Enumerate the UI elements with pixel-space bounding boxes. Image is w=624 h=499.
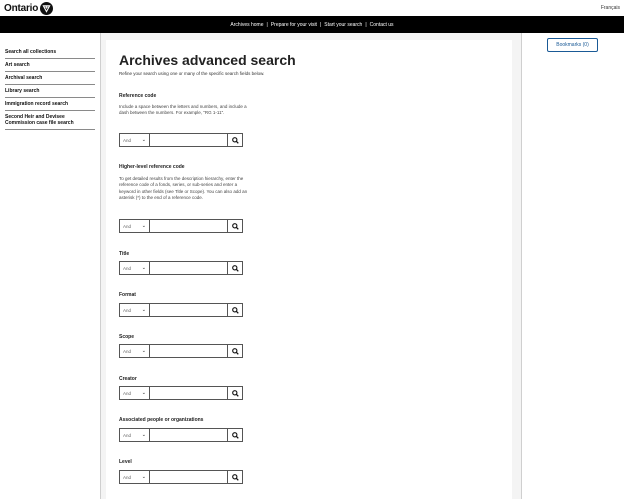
- operator-value: And: [123, 474, 132, 480]
- reference-code-label: Reference code: [119, 93, 157, 99]
- scope-label: Scope: [119, 334, 135, 340]
- search-icon: [232, 307, 239, 314]
- chevron-down-icon: ⌄: [141, 223, 146, 229]
- site-header: [0, 0, 624, 16]
- chevron-down-icon: ⌄: [141, 348, 146, 354]
- nav-archives-home[interactable]: Archives home: [230, 21, 264, 28]
- reference-code-operator-select[interactable]: [120, 134, 150, 146]
- ontario-logo[interactable]: [4, 2, 53, 15]
- format-row: [119, 303, 243, 317]
- associated-people-operator-select[interactable]: [120, 429, 150, 441]
- creator-search-button[interactable]: [228, 387, 242, 399]
- associated-people-row: [119, 428, 243, 442]
- creator-input[interactable]: [150, 387, 228, 399]
- operator-value: And: [123, 307, 132, 313]
- scope-search-button[interactable]: [228, 345, 242, 357]
- search-icon: [232, 223, 239, 230]
- level-operator-select[interactable]: [120, 471, 150, 483]
- level-search-button[interactable]: [228, 471, 242, 483]
- higher-level-reference-input[interactable]: [150, 220, 228, 232]
- title-label: Title: [119, 251, 130, 257]
- chevron-down-icon: ⌄: [141, 432, 146, 438]
- nav-separator: |: [365, 21, 367, 28]
- scope-row: [119, 344, 243, 358]
- reference-code-row: [119, 133, 243, 147]
- operator-value: And: [123, 348, 132, 354]
- level-row: [119, 470, 243, 484]
- sidebar-item-archival[interactable]: Archival search: [5, 72, 95, 85]
- scope-operator-select[interactable]: [120, 345, 150, 357]
- format-operator-select[interactable]: [120, 304, 150, 316]
- sidebar-list: [5, 46, 95, 130]
- sidebar-item-immigration[interactable]: Immigration record search: [5, 98, 95, 111]
- main-nav: [0, 16, 624, 33]
- operator-value: And: [123, 390, 132, 396]
- search-icon: [232, 474, 239, 481]
- creator-label: Creator: [119, 376, 137, 382]
- search-icon: [232, 265, 239, 272]
- creator-operator-select[interactable]: [120, 387, 150, 399]
- title-row: [119, 261, 243, 275]
- nav-contact-us[interactable]: Contact us: [369, 21, 394, 28]
- format-label: Format: [119, 292, 136, 298]
- operator-value: And: [123, 432, 132, 438]
- associated-people-label: Associated people or organizations: [119, 417, 204, 423]
- associated-people-search-button[interactable]: [228, 429, 242, 441]
- higher-level-reference-operator-select[interactable]: [120, 220, 150, 232]
- chevron-down-icon: ⌄: [141, 137, 146, 143]
- search-icon: [232, 390, 239, 397]
- associated-people-input[interactable]: [150, 429, 228, 441]
- nav-start-search[interactable]: Start your search: [324, 21, 363, 28]
- sidebar-item-heir-devisee[interactable]: Second Heir and Devisee Commission case file search: [5, 111, 95, 130]
- level-input[interactable]: [150, 471, 228, 483]
- nav-prepare-visit[interactable]: Prepare for your visit: [270, 21, 317, 28]
- sidebar: [0, 33, 101, 499]
- reference-code-input[interactable]: [150, 134, 228, 146]
- title-search-button[interactable]: [228, 262, 242, 274]
- right-panel: [521, 33, 624, 499]
- title-input[interactable]: [150, 262, 228, 274]
- search-icon: [232, 137, 239, 144]
- nav-separator: |: [319, 21, 322, 28]
- page-subtitle: Refine your search using one or many of the specific search fields below.: [119, 71, 265, 76]
- higher-level-reference-label: Higher-level reference code: [119, 164, 185, 170]
- language-toggle-link[interactable]: Français: [600, 5, 620, 11]
- format-search-button[interactable]: [228, 304, 242, 316]
- reference-code-help: Include a space between the letters and numbers, and include a dash between the numbers. For example, "RG 1-11".: [119, 104, 247, 116]
- sidebar-item-art[interactable]: Art search: [5, 59, 95, 72]
- higher-level-reference-row: [119, 219, 243, 233]
- bookmarks-button[interactable]: Bookmarks (0): [547, 38, 598, 52]
- scope-input[interactable]: [150, 345, 228, 357]
- higher-level-reference-search-button[interactable]: [228, 220, 242, 232]
- search-icon: [232, 432, 239, 439]
- chevron-down-icon: ⌄: [141, 307, 146, 313]
- page-title: Archives advanced search: [119, 52, 296, 68]
- chevron-down-icon: ⌄: [141, 390, 146, 396]
- level-label: Level: [119, 459, 132, 465]
- operator-value: And: [123, 223, 132, 229]
- trillium-icon: [40, 2, 53, 15]
- chevron-down-icon: ⌄: [141, 265, 146, 271]
- operator-value: And: [123, 137, 132, 143]
- chevron-down-icon: ⌄: [141, 474, 146, 480]
- search-icon: [232, 348, 239, 355]
- format-input[interactable]: [150, 304, 228, 316]
- title-operator-select[interactable]: [120, 262, 150, 274]
- reference-code-search-button[interactable]: [228, 134, 242, 146]
- higher-level-reference-help: To get detailed results from the description hierarchy, enter the reference code of a fonds, series, or sub-series and enter a keyword in other fields (see Title or Scope). You can also add an asterisk (*) to the end of a reference code.: [119, 176, 248, 200]
- sidebar-item-all-collections[interactable]: Search all collections: [5, 46, 95, 59]
- nav-separator: |: [266, 21, 268, 28]
- creator-row: [119, 386, 243, 400]
- logo-text: Ontario: [4, 3, 39, 14]
- operator-value: And: [123, 265, 132, 271]
- sidebar-item-library[interactable]: Library search: [5, 85, 95, 98]
